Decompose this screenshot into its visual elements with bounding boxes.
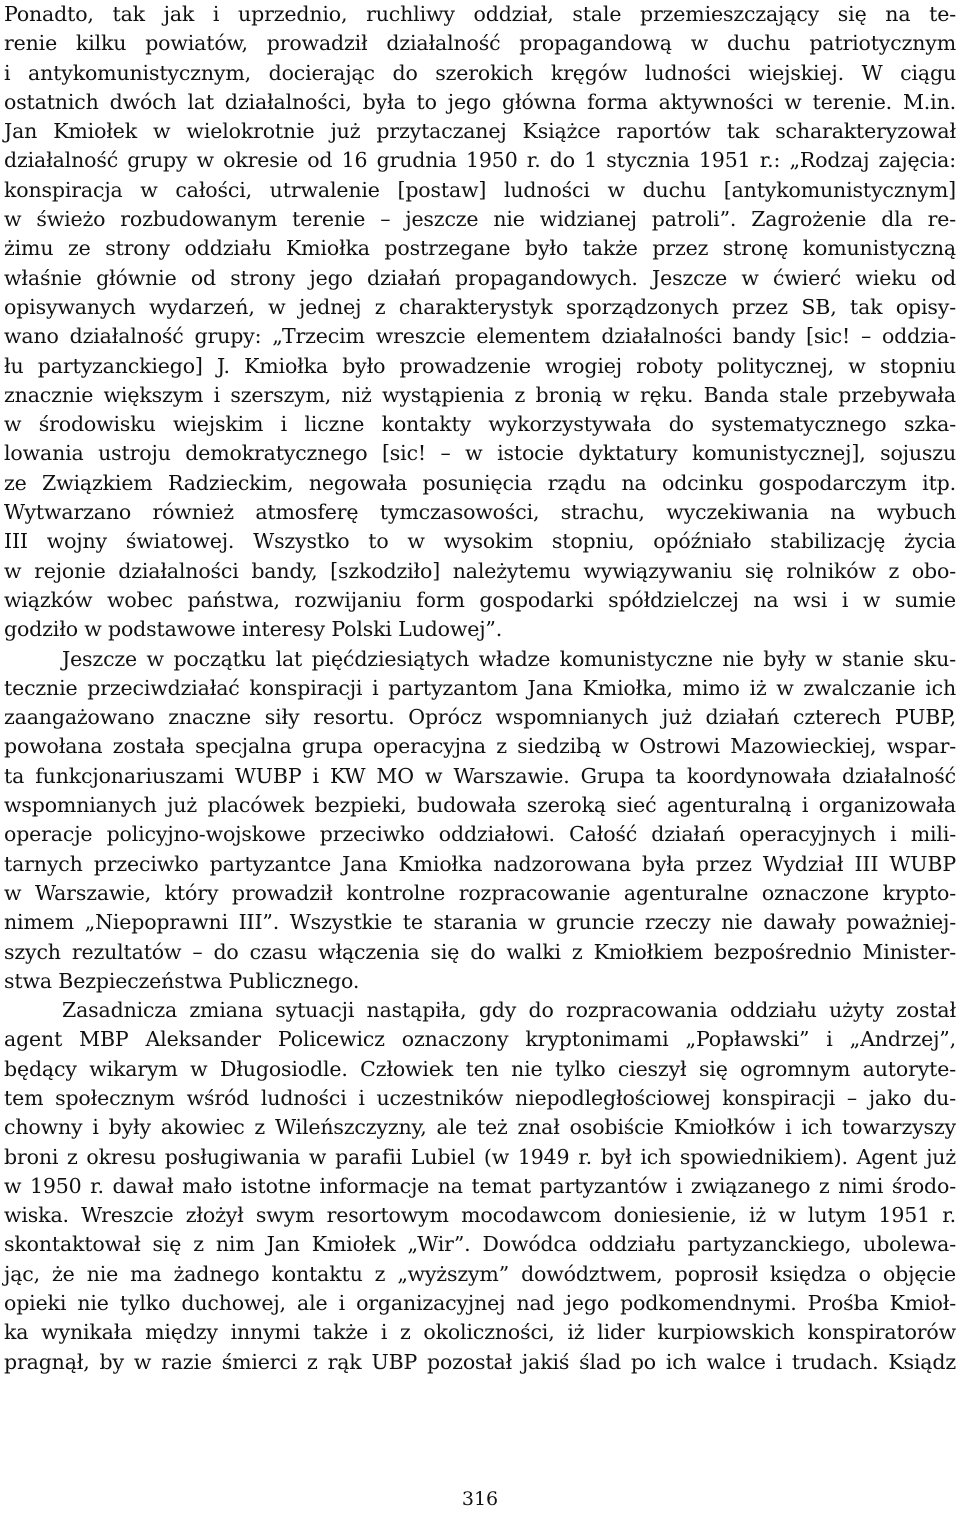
text-line: opieki nie tylko duchowej, ale i organizacyjnej nad jego podkomendnymi. Prośba Kmioł- <box>4 1291 956 1316</box>
text-line: wiska. Wreszcie złożył swym resortowym mocodawcom doniesienie, iż w lutym 1951 r. <box>4 1203 956 1228</box>
page-body <box>4 0 956 1377</box>
text-line: lowania ustroju demokratycznego [sic! – w istocie dyktatury komunistycznej], sojuszu <box>4 441 956 466</box>
text-line: w rejonie działalności bandy, [szkodziło] należytemu wywiązywaniu się rolników z obo- <box>4 558 956 583</box>
text-line: zaangażowano znaczne siły resortu. Oprócz wspomnianych już działań czterech PUBP, <box>4 705 956 730</box>
text-line: wano działalność grupy: „Trzecim wreszcie elementem działalności bandy [sic! – oddzia- <box>4 324 956 349</box>
text-line: opisywanych wydarzeń, w jednej z charakterystyk sporządzonych przez SB, tak opisy- <box>4 294 956 319</box>
text-line: ka wynikała między innymi także i z okoliczności, iż lider kurpiowskich konspiratorów <box>4 1320 956 1345</box>
paragraph-3 <box>4 996 956 1377</box>
text-line: szych rezultatów – do czasu włączenia się do walki z Kmiołkiem bezpośrednio Minister- <box>4 939 956 964</box>
text-line: tem społecznym wśród ludności i uczestników niepodległościowej konspiracji – jako du- <box>4 1085 956 1110</box>
text-line: będący wikarym w Długosiodle. Człowiek ten nie tylko cieszył się ogromnym autoryte- <box>4 1056 956 1081</box>
text-line: broni z okresu posługiwania w parafii Lubiel (w 1949 r. był ich spowiednikiem). Agent już <box>4 1144 956 1169</box>
text-line: Zasadnicza zmiana sytuacji nastąpiła, gdy do rozpracowania oddziału użyty został <box>62 998 956 1023</box>
text-line: agent MBP Aleksander Policewicz oznaczony kryptonimami „Popławski” i „Andrzej”, <box>4 1027 956 1052</box>
page-number: 316 <box>461 1488 499 1510</box>
text-line: ze Związkiem Radzieckim, negowała posunięcia rządu na odcinku gospodarczym itp. <box>4 470 956 495</box>
text-line: w świeżo rozbudowanym terenie – jeszcze nie widzianej patroli”. Zagrożenie dla re- <box>4 207 956 232</box>
text-line: Wytwarzano również atmosferę tymczasowości, strachu, wyczekiwania na wybuch <box>4 500 956 525</box>
text-line: jąc, że nie ma żadnego kontaktu z „wyższym” dowództwem, poprosił księdza o objęcie <box>4 1261 956 1286</box>
text-line: Ponadto, tak jak i uprzednio, ruchliwy oddział, stale przemieszczający się na te- <box>4 2 956 26</box>
paragraph-1 <box>4 0 956 645</box>
text-line: łu partyzanckiego] J. Kmiołka było prowadzenie wrogiej roboty politycznej, w stopniu <box>4 353 956 378</box>
text-line: w 1950 r. dawał mało istotne informacje na temat partyzantów i związanego z nimi środo- <box>4 1173 956 1198</box>
text-line: tarnych przeciwko partyzantce Jana Kmiołka nadzorowana była przez Wydział III WUBP <box>4 851 956 876</box>
text-line: tecznie przeciwdziałać konspiracji i partyzantom Jana Kmiołka, mimo iż w zwalczanie ich <box>4 675 956 700</box>
text-line: skontaktował się z nim Jan Kmiołek „Wir”. Dowódca oddziału partyzanckiego, ubolewa- <box>4 1232 956 1257</box>
text-line: właśnie głównie od strony jego działań propagandowych. Jeszcze w ćwierć wieku od <box>4 265 956 290</box>
text-line: ta funkcjonariuszami WUBP i KW MO w Warszawie. Grupa ta koordynowała działalność <box>4 763 956 788</box>
text-line: powołana została specjalna grupa operacyjna z siedzibą w Ostrowi Mazowieckiej, wspar- <box>4 734 956 759</box>
text-line: w środowisku wiejskim i liczne kontakty wykorzystywała do systematycznego szka- <box>4 412 956 437</box>
text-line: pragnął, by w razie śmierci z rąk UBP pozostał jakiś ślad po ich walce i trudach. Ksiądz <box>4 1349 956 1374</box>
paragraph-2 <box>4 645 956 997</box>
text-line: wiązków wobec państwa, rozwijaniu form gospodarki spółdzielczej na wsi i w sumie <box>4 587 956 612</box>
text-line: wspomnianych już placówek bezpieki, budowała szeroką sieć agenturalną i organizowała <box>4 793 956 818</box>
text-line: Jeszcze w początku lat pięćdziesiątych władze komunistyczne nie były w stanie sku- <box>62 646 956 671</box>
text-line: stwa Bezpieczeństwa Publicznego. <box>4 968 360 993</box>
text-line: i antykomunistycznym, docierając do szerokich kręgów ludności wiejskiej. W ciągu <box>4 60 956 85</box>
text-line: działalność grupy w okresie od 16 grudnia 1950 r. do 1 stycznia 1951 r.: „Rodzaj zajęcia: <box>4 148 956 173</box>
text-line: godziło w podstawowe interesy Polski Ludowej”. <box>4 617 503 642</box>
text-line: chowny i były akowiec z Wileńszczyzny, ale też znał osobiście Kmiołków i ich towarzyszy <box>4 1115 956 1140</box>
text-line: ostatnich dwóch lat działalności, była to jego główna forma aktywności w terenie. M.in. <box>4 89 956 114</box>
text-line: żimu ze strony oddziału Kmiołka postrzegane było także przez stronę komunistyczną <box>4 236 956 261</box>
text-line: Jan Kmiołek w wielokrotnie już przytaczanej Książce raportów tak scharakteryzował <box>4 119 956 144</box>
text-line: operacje policyjno-wojskowe przeciwko oddziałowi. Całość działań operacyjnych i mili- <box>4 822 956 847</box>
text-line: konspiracja w całości, utrwalenie [postaw] ludności w duchu [antykomunistycznym] <box>4 177 956 202</box>
text-line: w Warszawie, który prowadził kontrolne rozpracowanie agenturalne oznaczone krypto- <box>4 880 956 905</box>
text-line: renie kilku powiatów, prowadził działalność propagandową w duchu patriotycznym <box>4 31 956 56</box>
text-line: III wojny światowej. Wszystko to w wysokim stopniu, opóźniało stabilizację życia <box>4 529 956 554</box>
text-line: znacznie większym i szerszym, niż wystąpienia z bronią w ręku. Banda stale przebywała <box>4 382 956 407</box>
text-line: nimem „Niepoprawni III”. Wszystkie te starania w gruncie rzeczy nie dawały poważniej- <box>4 910 956 935</box>
